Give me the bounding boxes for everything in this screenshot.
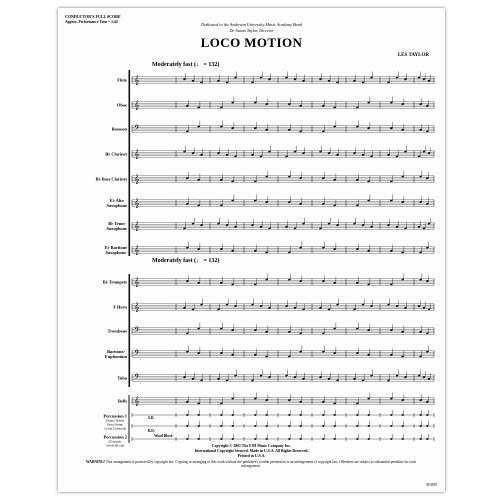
percussion-note xyxy=(220,414,222,416)
instrument-label-line: B♭ Bass Clarinet xyxy=(95,176,127,182)
percussion-note xyxy=(288,425,290,427)
clef-icon: 𝄢 xyxy=(134,124,140,135)
percussion-note xyxy=(266,414,268,416)
clef-icon: 𝄞 xyxy=(134,302,140,313)
system-bracket xyxy=(129,395,130,443)
system-bracket xyxy=(129,70,131,256)
instrument-label-line: F Horn xyxy=(113,304,127,310)
percussion-note xyxy=(232,425,234,427)
percussion-note xyxy=(220,425,222,427)
instrument-label-line: Bassoon xyxy=(111,126,127,132)
percussion-1-sub: Crash Cymbals) xyxy=(104,426,127,431)
clef-icon: 𝄢 xyxy=(134,326,140,337)
percussion-note xyxy=(300,414,302,416)
tempo-marking-woodwinds: Moderately fast (♩ = 132) xyxy=(152,62,220,68)
percussion-note xyxy=(198,425,200,427)
percussion-note xyxy=(322,414,324,416)
clef-icon: 𝄞 xyxy=(134,149,140,160)
copyright-printed: Printed in U.S.A. xyxy=(237,454,266,458)
percussion-note xyxy=(402,425,404,427)
percussion-note xyxy=(356,414,358,416)
clef-icon: 𝄞 xyxy=(134,245,140,256)
instrument-label-line: Bells xyxy=(117,398,127,404)
percussion-note xyxy=(402,414,404,416)
tempo-marking-brass: Moderately fast (♩ = 132) xyxy=(152,258,220,264)
percussion-note xyxy=(356,438,358,440)
percussion-2-sub: Wood Block) xyxy=(106,443,125,448)
percussion-note xyxy=(402,438,404,440)
clef-icon: 𝄞 xyxy=(134,100,140,111)
score-page xyxy=(58,8,445,492)
dedication-line: Dedicated to the Anderson University Music Academy Band xyxy=(201,22,302,27)
percussion-note xyxy=(220,438,222,440)
percussion-note xyxy=(254,414,256,416)
instrument-label-line: Euphonium xyxy=(104,354,127,359)
percussion-note xyxy=(368,438,370,440)
percussion-note xyxy=(232,438,234,440)
percussion-2-sub: (Triangle, xyxy=(108,439,122,444)
percussion-note xyxy=(288,414,290,416)
percussion-note xyxy=(198,438,200,440)
percussion-note xyxy=(426,438,428,440)
percussion-note xyxy=(254,425,256,427)
percussion-note xyxy=(300,425,302,427)
instrument-label-line: Flute xyxy=(117,77,127,83)
instrument-label-line: Baritone/ xyxy=(107,349,125,354)
clef-icon: 𝄞 xyxy=(134,396,140,407)
percussion-note xyxy=(288,438,290,440)
percussion-note xyxy=(420,414,422,416)
warning-text: This arrangement is protected by copyright law. Copying or arranging of this work without the publisher's written permission is an infringement of copyright law. Offenders are subject to substantial penalties for each infringement. xyxy=(105,460,417,469)
clef-icon: 𝄞 xyxy=(134,277,140,288)
piece-title: LOCO MOTION xyxy=(200,35,303,50)
snare-drum-label: S.D. xyxy=(148,416,155,420)
percussion-1-name: Percussion 1 xyxy=(103,413,127,419)
instrument-label-line: E♭ Baritone xyxy=(104,245,127,250)
clef-icon: 𝄢 xyxy=(134,373,140,384)
clef-icon: 𝄞 xyxy=(134,198,140,209)
clef-icon: 𝄞 xyxy=(134,221,140,232)
composer-name: LES TAYLOR xyxy=(397,53,429,58)
clef-icon: 𝄞 xyxy=(134,75,140,86)
percussion-note xyxy=(420,438,422,440)
percussion-note xyxy=(322,425,324,427)
score-notation xyxy=(58,8,445,492)
percussion-note xyxy=(390,438,392,440)
percussion-note xyxy=(368,414,370,416)
clef-icon: 𝄢 xyxy=(134,349,140,360)
percussion-note xyxy=(334,414,336,416)
instrument-label-line: Saxophone xyxy=(106,226,127,231)
score-type: CONDUCTOR'S FULL SCORE xyxy=(65,14,121,19)
instrument-label-line: B♭ Tenor xyxy=(108,221,126,226)
copyright-warning xyxy=(86,460,416,469)
instrument-label-line: Tuba xyxy=(117,375,127,381)
percussion-1-sub: (Snare Drum, xyxy=(106,418,125,423)
warning-label: WARNING! xyxy=(86,460,105,464)
percussion-note xyxy=(390,425,392,427)
percussion-note xyxy=(390,414,392,416)
dedication-director: Dr. Susan Taylor, Director xyxy=(229,28,274,33)
percussion-note xyxy=(186,425,188,427)
instrument-label-line: Saxophone xyxy=(106,203,127,208)
percussion-note xyxy=(254,438,256,440)
percussion-note xyxy=(266,425,268,427)
copyright-line: Copyright © 2001 The FJH Music Company Inc. xyxy=(211,444,292,448)
percussion-note xyxy=(300,438,302,440)
product-code: B1095 xyxy=(426,482,437,487)
performance-time: Approx. Performance Time = 1:44 xyxy=(65,20,118,24)
percussion-note xyxy=(426,425,428,427)
percussion-note xyxy=(334,438,336,440)
percussion-1-sub: Bass Drum, xyxy=(107,422,124,427)
percussion-note xyxy=(186,438,188,440)
percussion-note xyxy=(334,425,336,427)
instrument-label-line: E♭ Alto xyxy=(109,198,124,203)
instrument-label-line: Trombone xyxy=(107,328,127,334)
percussion-note xyxy=(266,438,268,440)
bass-drum-label: B.D. xyxy=(148,429,155,433)
percussion-note xyxy=(322,438,324,440)
copyright-rights: International Copyright Secured. Made in U.S.A. All Rights Reserved. xyxy=(194,449,309,453)
percussion-note xyxy=(426,414,428,416)
percussion-note xyxy=(420,425,422,427)
instrument-label-line: B♭ Trumpets xyxy=(102,279,127,285)
percussion-note xyxy=(186,414,188,416)
percussion-note xyxy=(356,425,358,427)
percussion-2-name: Percussion 2 xyxy=(103,434,127,440)
wood-block-label: Wood Block xyxy=(154,434,173,438)
instrument-label-line: Saxophone xyxy=(105,250,127,255)
percussion-note xyxy=(368,425,370,427)
instrument-label-line: Oboe xyxy=(116,102,127,108)
clef-icon: 𝄞 xyxy=(134,174,140,185)
percussion-note xyxy=(232,414,234,416)
system-bracket xyxy=(129,274,131,387)
instrument-label-line: B♭ Clarinet xyxy=(105,151,127,157)
percussion-note xyxy=(198,414,200,416)
